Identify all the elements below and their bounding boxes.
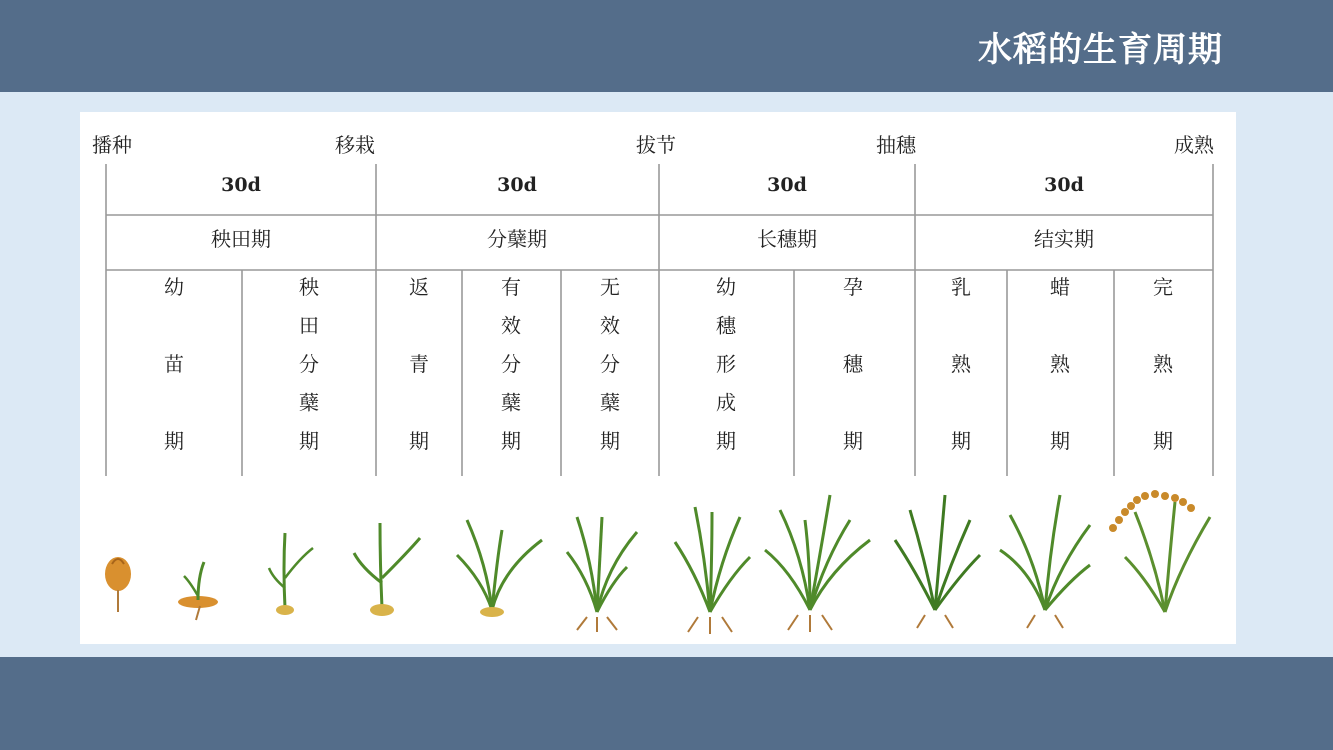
plant-icon	[895, 495, 980, 628]
stage-label: 乳熟期	[951, 275, 971, 453]
germinating-seed-icon	[178, 562, 218, 620]
seedling-icon	[269, 533, 313, 615]
milestone-jointing: 拔节	[636, 133, 676, 157]
grain-icon	[1109, 490, 1195, 532]
plant-icon	[1000, 495, 1090, 628]
plant-icon	[765, 495, 870, 632]
plant-icon	[354, 523, 420, 616]
stage-label: 返青期	[409, 275, 429, 453]
rice-seed-icon	[105, 557, 131, 612]
duration-label: 30d	[221, 174, 261, 196]
stage-label: 无效分蘖期	[600, 275, 620, 453]
milestone-transplant: 移栽	[335, 133, 375, 157]
milestone-heading: 抽穗	[876, 133, 916, 157]
plant-icon	[457, 520, 542, 617]
duration-label: 30d	[767, 174, 807, 196]
stage-label: 有效分蘖期	[501, 275, 521, 453]
stage-label: 蜡熟期	[1050, 275, 1070, 453]
period-label: 长穗期	[757, 227, 817, 251]
period-label: 分蘖期	[487, 227, 547, 251]
plant-icon	[675, 507, 750, 634]
footer-band	[0, 657, 1333, 750]
plant-icon	[567, 517, 637, 632]
period-label: 秧田期	[211, 227, 271, 251]
growth-cycle-diagram	[80, 112, 1236, 644]
plant-icon	[1109, 490, 1210, 612]
stage-label: 完熟期	[1153, 275, 1173, 453]
slide-title: 水稻的生育周期	[978, 30, 1223, 70]
period-label: 结实期	[1034, 227, 1094, 251]
stage-labels	[164, 275, 1174, 453]
milestone-sowing: 播种	[92, 133, 132, 157]
stage-label: 秧田分蘖期	[299, 275, 319, 453]
duration-label: 30d	[1044, 174, 1084, 196]
stage-label: 孕穗期	[843, 275, 863, 453]
stage-label: 幼穗形成期	[716, 275, 736, 453]
growth-cycle-panel	[80, 112, 1236, 644]
stage-label: 幼苗期	[164, 275, 184, 453]
milestone-maturity: 成熟	[1174, 133, 1214, 157]
header-band	[0, 0, 1333, 92]
plant-illustrations	[105, 490, 1210, 634]
duration-label: 30d	[497, 174, 537, 196]
